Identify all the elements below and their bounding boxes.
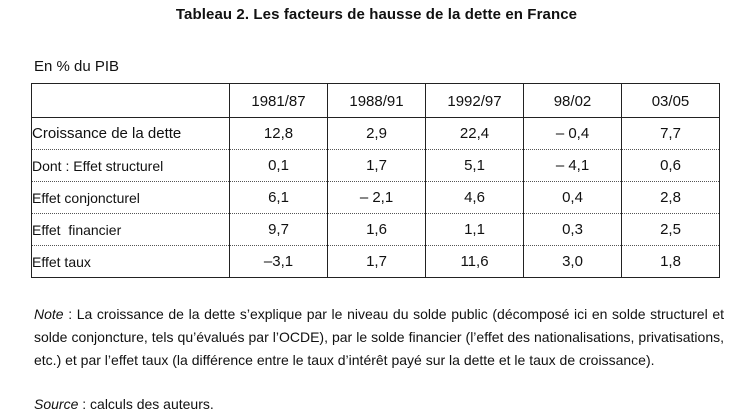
debt-factors-table <box>31 83 720 278</box>
table-cell: 1,8 <box>622 246 720 278</box>
table-cell: – 0,4 <box>524 118 622 150</box>
table-cell: 3,0 <box>524 246 622 278</box>
column-header: 03/05 <box>622 84 720 118</box>
table-cell: 12,8 <box>230 118 328 150</box>
row-label: Croissance de la dette <box>32 118 230 150</box>
table-title: Tableau 2. Les facteurs de hausse de la dette en France <box>175 6 578 23</box>
column-header: 1988/91 <box>328 84 426 118</box>
column-header: 1981/87 <box>230 84 328 118</box>
table-row <box>32 246 720 278</box>
table-header-row <box>32 84 720 118</box>
table-cell: 9,7 <box>230 214 328 246</box>
table-cell: – 4,1 <box>524 150 622 182</box>
table-cell: 0,4 <box>524 182 622 214</box>
table-cell: 2,8 <box>622 182 720 214</box>
table-cell: 0,3 <box>524 214 622 246</box>
table-cell: 11,6 <box>426 246 524 278</box>
table-cell: 4,6 <box>426 182 524 214</box>
table-source <box>34 396 214 412</box>
table-row <box>32 214 720 246</box>
table-cell: 1,7 <box>328 150 426 182</box>
table-cell: 7,7 <box>622 118 720 150</box>
table-cell: 2,9 <box>328 118 426 150</box>
table-row <box>32 118 720 150</box>
table-cell: 5,1 <box>426 150 524 182</box>
table-cell: 1,6 <box>328 214 426 246</box>
table-cell: 22,4 <box>426 118 524 150</box>
row-label: Effet taux <box>32 246 230 278</box>
table-row <box>32 150 720 182</box>
table-cell: 2,5 <box>622 214 720 246</box>
column-header: 1992/97 <box>426 84 524 118</box>
table-row <box>32 182 720 214</box>
header-empty-cell <box>32 84 230 118</box>
unit-label: En % du PIB <box>34 58 120 75</box>
source-text: : calculs des auteurs. <box>78 396 214 412</box>
row-label: Dont : Effet structurel <box>32 150 230 182</box>
row-label: Effet financier <box>32 214 230 246</box>
table-cell: 0,6 <box>622 150 720 182</box>
table-cell: –3,1 <box>230 246 328 278</box>
row-label: Effet conjoncturel <box>32 182 230 214</box>
table-cell: 0,1 <box>230 150 328 182</box>
note-prefix: Note <box>34 306 64 322</box>
table-cell: 6,1 <box>230 182 328 214</box>
note-text: : La croissance de la dette s’explique par le niveau du solde public (décomposé ici en solde structurel et solde conjoncture, tels qu’évalués par l’OCDE), par le solde financier (l’effet des nationalisations, privatisations, etc.) et par l’effet taux (la différence entre le taux d’intérêt payé sur la dette et le taux de croissance). <box>34 306 724 368</box>
table-cell: 1,1 <box>426 214 524 246</box>
table-note <box>34 303 724 372</box>
column-header: 98/02 <box>524 84 622 118</box>
source-prefix: Source <box>34 396 79 412</box>
table-cell: – 2,1 <box>328 182 426 214</box>
table-cell: 1,7 <box>328 246 426 278</box>
